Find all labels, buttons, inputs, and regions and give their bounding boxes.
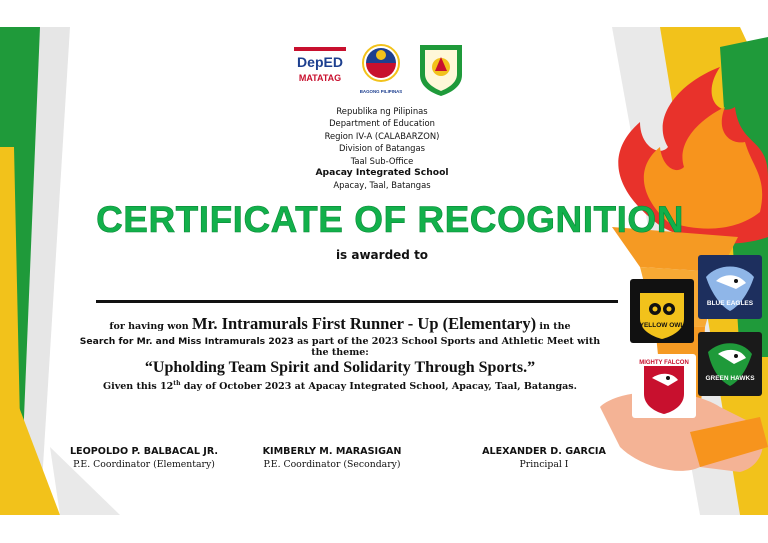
citation-event-context: as part of the 2023 School Sports and Athletic Meet with: [297, 336, 601, 347]
given-date-place: Given this 12th day of October 2023 at Apacay Integrated School, Apacay, Taal, Batangas.: [103, 380, 577, 393]
svg-text:DepED: DepED: [297, 54, 343, 70]
search-event-name: Search for Mr. and Miss Intramurals 2023: [79, 336, 294, 347]
citation-theme-label: the theme:: [311, 347, 369, 358]
citation-prefix: for having won: [109, 321, 189, 332]
blue-eagles-logo-icon: [698, 255, 762, 319]
signatory-2: [232, 445, 432, 471]
deped-logo-icon: [292, 41, 348, 97]
svg-text:BAGONG PILIPINAS: BAGONG PILIPINAS: [359, 89, 403, 94]
school-name: Apacay Integrated School: [315, 167, 449, 179]
school-address: Apacay, Taal, Batangas: [333, 180, 431, 191]
header-line-region: Region IV-A (CALABARZON): [324, 130, 440, 141]
signatory-name: KIMBERLY M. MARASIGAN: [262, 446, 402, 457]
bagong-pilipinas-seal-icon: [356, 41, 406, 97]
svg-text:MATATAG: MATATAG: [298, 73, 342, 83]
signatory-role: P.E. Coordinator (Elementary): [73, 459, 215, 470]
school-seal-icon: [416, 41, 466, 97]
signatory-role: P.E. Coordinator (Secondary): [263, 459, 401, 470]
signatory-role: Principal I: [519, 459, 569, 470]
signatory-name: ALEXANDER D. GARCIA: [482, 446, 606, 457]
svg-text:YELLOW OWL: YELLOW OWL: [639, 322, 685, 329]
green-hawks-logo-icon: [698, 332, 762, 396]
header-line-suboffice: Taal Sub-Office: [350, 155, 414, 166]
svg-text:MIGHTY FALCON: MIGHTY FALCON: [639, 360, 689, 366]
yellow-owl-logo-icon: [630, 279, 694, 343]
decorative-frame: [0, 27, 768, 515]
citation-in-the: in the: [539, 321, 571, 332]
mighty-falcon-logo-icon: [632, 354, 696, 418]
svg-text:BLUE EAGLES: BLUE EAGLES: [706, 300, 754, 307]
school-header: [250, 105, 514, 192]
citation-text: [40, 315, 640, 393]
signatory-name: LEOPOLDO P. BALBACAL JR.: [69, 446, 219, 457]
svg-text:GREEN HAWKS: GREEN HAWKS: [705, 375, 755, 382]
award-title: Mr. Intramurals First Runner - Up (Elementary): [191, 314, 537, 333]
header-line-republic: Republika ng Pilipinas: [336, 106, 428, 116]
certificate: [0, 27, 768, 515]
recipient-name-line: [96, 300, 618, 303]
header-line-division: Division of Batangas: [339, 143, 425, 154]
signatory-3: [444, 445, 644, 471]
certificate-title: CERTIFICATE OF RECOGNITION: [96, 199, 684, 240]
signatory-1: [44, 445, 244, 471]
awarded-to-text: is awarded to: [335, 248, 429, 262]
event-theme: “Upholding Team Spirit and Solidarity Through Sports.”: [144, 359, 536, 376]
header-logos: [292, 41, 472, 97]
header-line-deped: Department of Education: [329, 118, 435, 129]
